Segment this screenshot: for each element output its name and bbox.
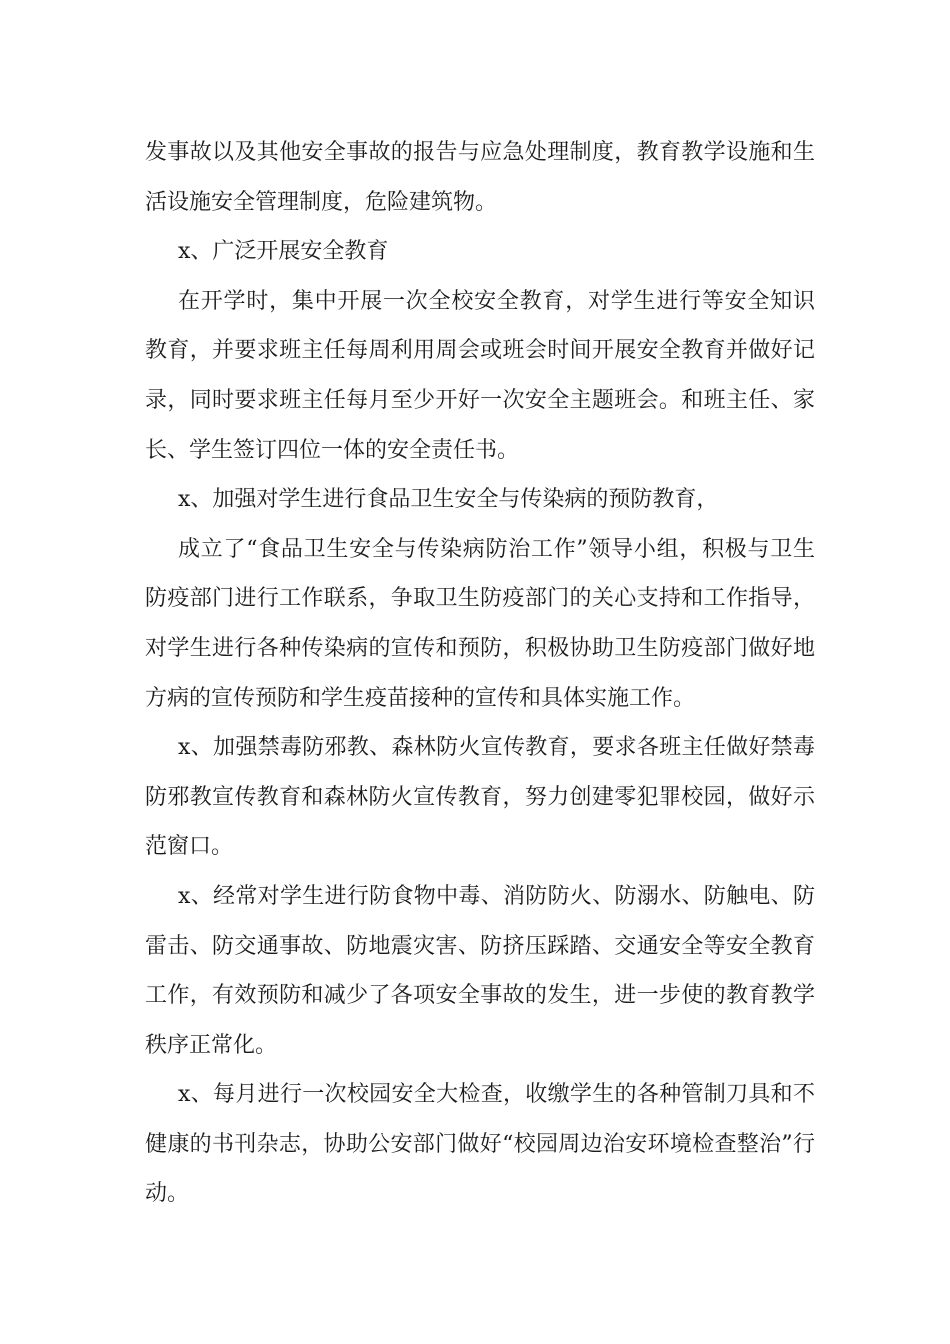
paragraph-safety-education: 在开学时，集中开展一次全校安全教育，对学生进行等安全知识教育，并要求班主任每周利用周会或班会时间开展安全教育并做好记录，同时要求班主任每月至少开好一次安全主题班会。和班主任、家长、学生签订四位一体的安全责任书。 — [145, 288, 815, 463]
document-body — [145, 128, 815, 1219]
paragraph-monthly-inspection: x、每月进行一次校园安全大检查，收缴学生的各种管制刀具和不健康的书刊杂志，协助公安部门做好“校园周边治安环境检查整治”行动。 — [145, 1082, 815, 1207]
paragraph-food-hygiene: 成立了“食品卫生安全与传染病防治工作”领导小组，积极与卫生防疫部门进行工作联系，争取卫生防疫部门的关心支持和工作指导，对学生进行各种传染病的宣传和预防，积极协助卫生防疫部门做好地方病的宣传预防和学生疫苗接种的宣传和具体实施工作。 — [145, 536, 815, 711]
paragraph-prevention-education: x、经常对学生进行防食物中毒、消防防火、防溺水、防触电、防雷击、防交通事故、防地震灾害、防挤压踩踏、交通安全等安全教育工作，有效预防和减少了各项安全事故的发生，进一步使的教育教学秩序正常化。 — [145, 883, 815, 1058]
heading-food-hygiene: x、加强对学生进行食品卫生安全与传染病的预防教育， — [178, 487, 719, 513]
paragraph-continuation: 发事故以及其他安全事故的报告与应急处理制度，教育教学设施和生活设施安全管理制度，危险建筑物。 — [145, 140, 815, 215]
paragraph-anti-drug-fire: x、加强禁毒防邪教、森林防火宣传教育，要求各班主任做好禁毒防邪教宣传教育和森林防火宣传教育，努力创建零犯罪校园，做好示范窗口。 — [145, 735, 815, 860]
heading-safety-education: x、广泛开展安全教育 — [178, 239, 389, 265]
